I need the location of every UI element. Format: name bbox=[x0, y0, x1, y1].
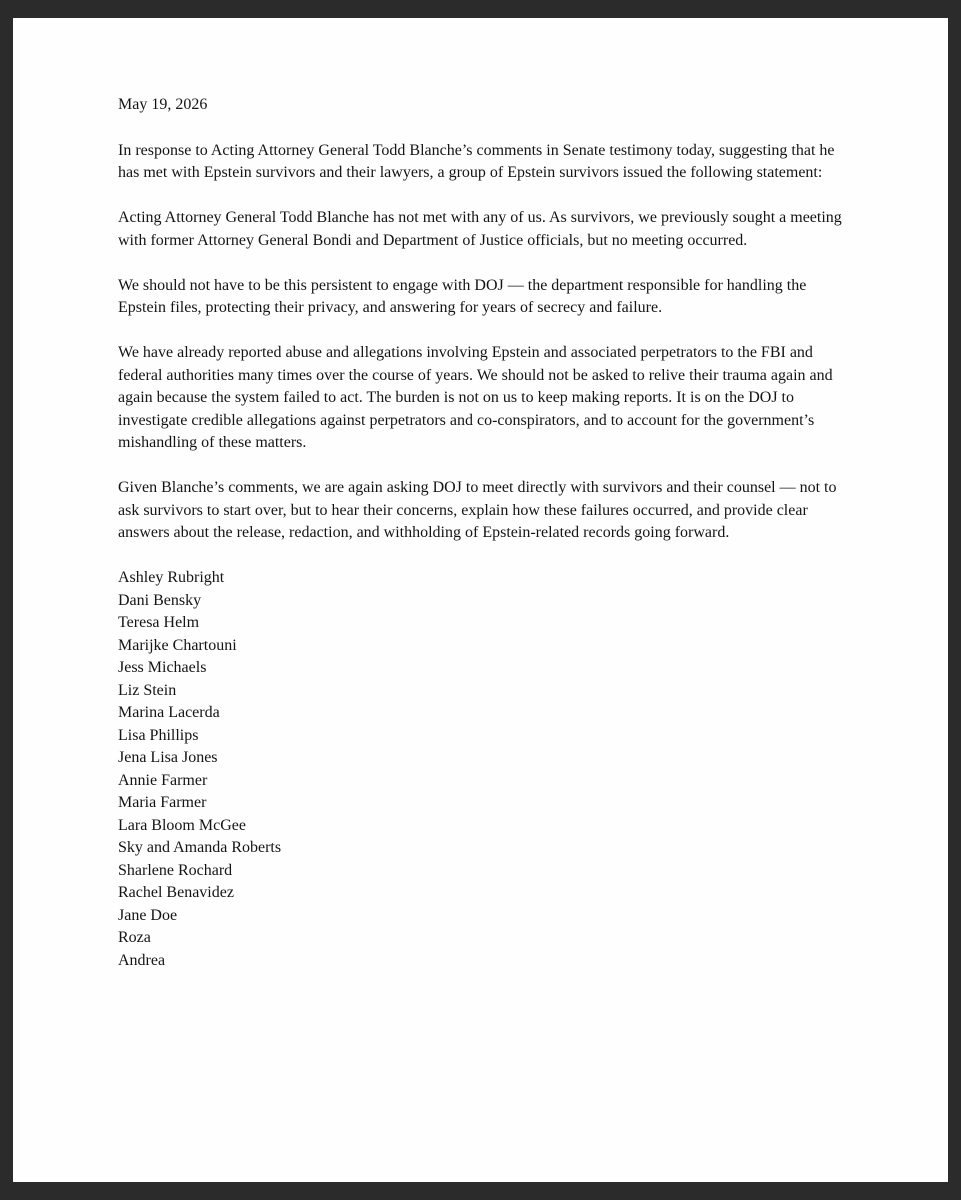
signatory-list bbox=[118, 567, 848, 972]
signatory-name: Annie Farmer bbox=[118, 771, 208, 789]
signatory-name: Marina Lacerda bbox=[118, 704, 220, 721]
document-page bbox=[13, 18, 948, 1182]
signatory-name: Jane Doe bbox=[118, 906, 178, 924]
signatory-name: Marijke Chartouni bbox=[118, 636, 237, 654]
signatory-name: Rachel Benavidez bbox=[118, 884, 234, 901]
document-date: May 19, 2026 bbox=[118, 96, 208, 113]
document-body bbox=[118, 94, 848, 972]
signatory-name: Sharlene Rochard bbox=[118, 861, 233, 879]
statement-paragraph-intro: In response to Acting Attorney General Todd Blanche’s comments in Senate testimony today, suggesting that he has met with Epstein survivors and their lawyers, a group of Epstein survivors issued the following statement: bbox=[118, 141, 835, 181]
signatory-name: Liz Stein bbox=[118, 681, 177, 699]
signatory-name: Jena Lisa Jones bbox=[118, 749, 218, 766]
statement-paragraph-1: Acting Attorney General Todd Blanche has not met with any of us. As survivors, we previously sought a meeting with former Attorney General Bondi and Department of Justice officials, but no meeting occurred. bbox=[118, 209, 842, 249]
signatory-name: Dani Bensky bbox=[118, 591, 202, 609]
statement-paragraph-3: We have already reported abuse and allegations involving Epstein and associated perpetrators to the FBI and federal authorities many times over the course of years. We should not be asked to relive their trauma again and again because the system failed to act. The burden is not on us to keep making reports. It is on the DOJ to investigate credible allegations against perpetrators and co-conspirators, and to account for the government’s mishandling of these matters. bbox=[118, 344, 833, 451]
signatory-name: Jess Michaels bbox=[118, 659, 207, 676]
signatory-name: Teresa Helm bbox=[118, 614, 200, 631]
signatory-name: Maria Farmer bbox=[118, 794, 207, 811]
signatory-name: Lisa Phillips bbox=[118, 726, 199, 744]
signatory-name: Roza bbox=[118, 929, 151, 946]
signatory-name: Ashley Rubright bbox=[118, 569, 225, 586]
statement-paragraph-2: We should not have to be this persistent to engage with DOJ — the department responsible for handling the Epstein files, protecting their privacy, and answering for years of secrecy and failure. bbox=[118, 276, 807, 316]
signatory-name: Andrea bbox=[118, 951, 166, 969]
signatory-name: Lara Bloom McGee bbox=[118, 816, 246, 834]
signatory-name: Sky and Amanda Roberts bbox=[118, 839, 282, 856]
statement-paragraph-4: Given Blanche’s comments, we are again asking DOJ to meet directly with survivors and their counsel — not to ask survivors to start over, but to hear their concerns, explain how these failures occurred, and provide clear answers about the release, redaction, and withholding of Epstein-related records going forward. bbox=[118, 479, 837, 541]
